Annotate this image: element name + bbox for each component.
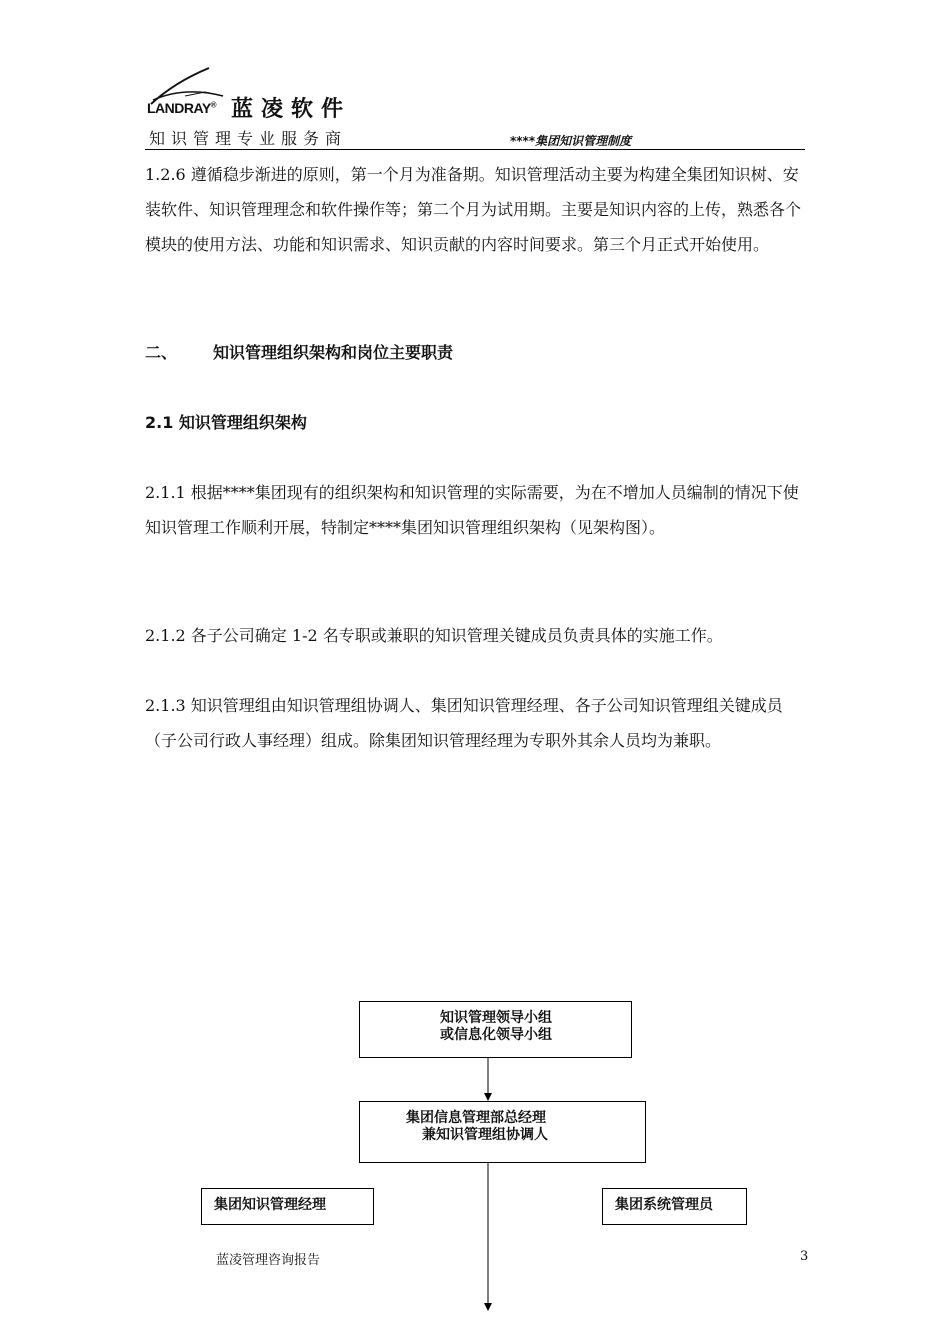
org-box-leadership-group — [359, 1001, 632, 1058]
document-header-title: ****集团知识管理制度 — [510, 134, 632, 148]
arrowhead-top — [484, 1093, 492, 1101]
org-box-leadership-line1: 知识管理领导小组 — [440, 1010, 552, 1026]
paragraph-1-2-6: 1.2.6 遵循稳步渐进的原则，第一个月为准备期。知识管理活动主要为构建全集团知识树、安装软件、知识管理理念和软件操作等；第二个月为试用期。主要是知识内容的上传，熟悉各个模块的使用方法、功能和知识需求、知识贡献的内容时间要求。第三个月正式开始使用。 — [145, 165, 802, 254]
page-number: 3 — [800, 1249, 809, 1264]
section-title: 知识管理组织架构和岗位主要职责 — [213, 343, 454, 362]
paragraph-2-1-2: 2.1.2 各子公司确定 1-2 名专职或兼职的知识管理关键成员负责具体的实施工作。 — [145, 626, 723, 645]
org-box-info-director — [359, 1101, 646, 1163]
arrowhead-bottom — [484, 1303, 492, 1311]
subsection-heading: 2.1 知识管理组织架构 — [145, 413, 307, 432]
org-box-sys-admin-label: 集团系统管理员 — [615, 1197, 713, 1213]
org-box-leadership-line2: 或信息化领导小组 — [440, 1027, 552, 1043]
paragraph-2-1-1: 2.1.1 根据****集团现有的组织架构和知识管理的实际需要，为在不增加人员编制的情况下使知识管理工作顺利开展，特制定****集团知识管理组织架构（见架构图）。 — [145, 483, 799, 537]
brand-tagline: 知识管理专业服务商 — [149, 129, 348, 148]
section-number: 二、 — [145, 343, 178, 362]
org-box-info-director-line2: 兼知识管理组协调人 — [422, 1127, 548, 1143]
org-box-km-manager — [201, 1188, 374, 1225]
brand-name-cn: 蓝凌软件 — [231, 97, 352, 122]
footer-report-name: 蓝凌管理咨询报告 — [216, 1253, 321, 1268]
brand-name-en: LANDRAY® — [147, 100, 217, 116]
paragraph-2-1-3: 2.1.3 知识管理组由知识管理组协调人、集团知识管理经理、各子公司知识管理组关键成员（子公司行政人事经理）组成。除集团知识管理经理为专职外其余人员均为兼职。 — [145, 696, 783, 750]
org-box-km-manager-label: 集团知识管理经理 — [214, 1197, 326, 1213]
org-box-sys-admin — [602, 1188, 747, 1225]
org-box-info-director-line1: 集团信息管理部总经理 — [406, 1110, 546, 1126]
